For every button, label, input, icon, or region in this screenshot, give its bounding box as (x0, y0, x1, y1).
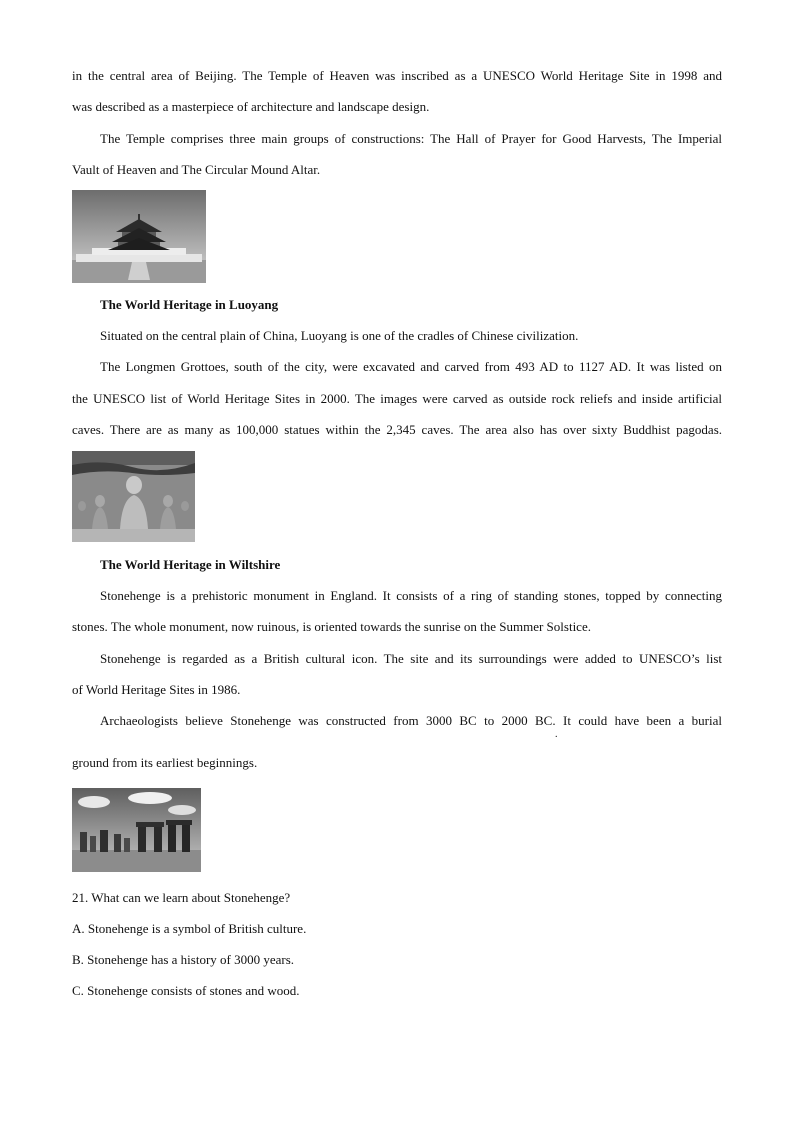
wiltshire-line-3: Stonehenge is regarded as a British cultural icon. The site and its surroundings were added to UNESCO’s list (100, 651, 722, 666)
longmen-grottoes-photo (72, 451, 195, 542)
temple-of-heaven-photo (72, 190, 206, 283)
wiltshire-line-6: ground from its earliest beginnings. (72, 755, 258, 770)
intro-line-1: in the central area of Beijing. The Temple of Heaven was inscribed as a UNESCO World Heritage Site in 1998 and (72, 68, 722, 83)
stray-mark: . (555, 729, 558, 740)
question-stem: 21. What can we learn about Stonehenge? (72, 890, 291, 905)
option-a[interactable]: A. Stonehenge is a symbol of British culture. (72, 921, 307, 936)
stonehenge-photo (72, 788, 201, 872)
wiltshire-line-5: Archaeologists believe Stonehenge was constructed from 3000 BC to 2000 BC. It could have been a burial (100, 713, 722, 728)
intro-line-2: was described as a masterpiece of architecture and landscape design. (72, 99, 430, 114)
luoyang-paragraph-1: Situated on the central plain of China, Luoyang is one of the cradles of Chinese civilization. (100, 328, 579, 343)
luoyang-line-3: caves. There are as many as 100,000 statues within the 2,345 caves. The area also has over sixty Buddhist pagodas. (72, 422, 722, 437)
luoyang-line-1: The Longmen Grottoes, south of the city, were excavated and carved from 493 AD to 1127 AD. It was listed on (100, 359, 722, 374)
option-b[interactable]: B. Stonehenge has a history of 3000 years. (72, 952, 295, 967)
intro-line-3: The Temple comprises three main groups of constructions: The Hall of Prayer for Good Harvests, The Imperial (100, 131, 722, 146)
heading-wiltshire: The World Heritage in Wiltshire (100, 557, 281, 572)
wiltshire-line-1: Stonehenge is a prehistoric monument in England. It consists of a ring of standing stones, topped by connecting (100, 588, 722, 603)
intro-line-4: Vault of Heaven and The Circular Mound Altar. (72, 162, 321, 177)
luoyang-line-2: the UNESCO list of World Heritage Sites in 2000. The images were carved as outside rock reliefs and inside artificial (72, 391, 722, 406)
wiltshire-line-2: stones. The whole monument, now ruinous, is oriented towards the sunrise on the Summer Solstice. (72, 619, 591, 634)
option-c[interactable]: C. Stonehenge consists of stones and wood. (72, 983, 300, 998)
heading-luoyang: The World Heritage in Luoyang (100, 297, 279, 312)
wiltshire-line-4: of World Heritage Sites in 1986. (72, 682, 241, 697)
